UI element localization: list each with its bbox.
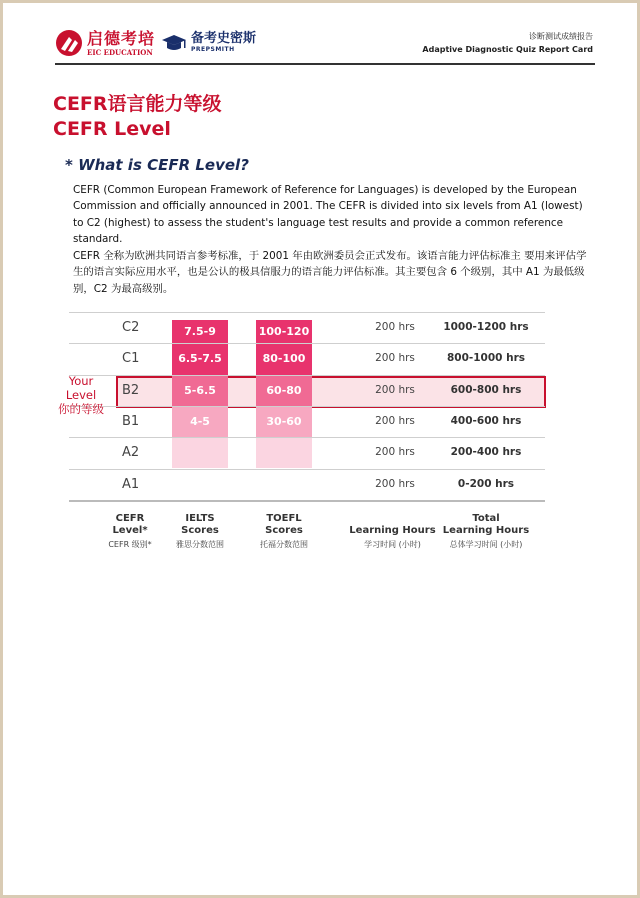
column-header-title: Scores xyxy=(265,525,303,536)
ielts-bar-c1: 6.5-7.5 xyxy=(172,343,228,375)
learning-hours-b1: 200 hrs xyxy=(375,414,415,427)
column-header-sub: 总体学习时间 (小时) xyxy=(449,540,523,549)
column-header-4 xyxy=(430,513,542,551)
learning-hours-c1: 200 hrs xyxy=(375,352,415,365)
level-label-c1: C1 xyxy=(122,351,140,367)
ielts-bar-b2: 5-6.5 xyxy=(172,375,228,407)
eic-logo-en: EIC EDUCATION xyxy=(87,47,153,57)
column-header-title: TOEFL xyxy=(266,513,302,524)
table-row-line xyxy=(69,437,545,438)
table-top-line xyxy=(69,312,545,313)
ielts-bar-c2: 7.5-9 xyxy=(172,320,228,344)
level-label-b2: B2 xyxy=(122,382,140,398)
learning-hours-a1: 200 hrs xyxy=(375,477,415,490)
prepsmith-logo-en: PREPSMITH xyxy=(191,46,235,53)
eic-logo-icon xyxy=(55,29,83,57)
report-title-en: Adaptive Diagnostic Quiz Report Card xyxy=(422,45,593,54)
description-cn: CEFR 全称为欧洲共同语言参考标准，于 2001 年由欧洲委员会正式发布。该语言能力评估标准主 要用来评估学生的语言实际应用水平，也是公认的极具信服力的语言能力评估标准。其主要包含 6 个级别，其中 A1 为最低级别，C2 为最高级别。 xyxy=(73,250,587,295)
column-header-2 xyxy=(256,513,312,551)
table-row-line xyxy=(69,406,545,407)
prepsmith-logo xyxy=(161,32,256,53)
header-divider xyxy=(55,63,595,65)
column-header-title xyxy=(345,513,440,525)
column-header-3 xyxy=(345,513,440,551)
toefl-bar-a2 xyxy=(256,437,312,468)
column-header-sub: 托福分数范围 xyxy=(260,540,308,549)
toefl-bar-b1: 30-60 xyxy=(256,406,312,438)
total-hours-c2: 1000-1200 hrs xyxy=(443,321,529,333)
level-label-b1: B1 xyxy=(122,413,140,429)
table-row-line xyxy=(69,343,545,344)
report-page xyxy=(3,3,637,895)
table-row-line xyxy=(69,500,545,502)
column-header-0 xyxy=(100,513,160,551)
your-level-line: Level xyxy=(65,388,97,402)
column-header-title: Learning Hours xyxy=(349,525,436,536)
prepsmith-logo-cn: 备考史密斯 xyxy=(191,31,257,46)
level-label-a2: A2 xyxy=(122,445,140,461)
ielts-bar-a2 xyxy=(172,437,228,468)
description-en: CEFR (Common European Framework of Reference for Languages) is developed by the European Commission and officially announced in 2001. The CEFR is divided into six levels from A1 (lowest) to C2 (highest) to assess the student's language test results and provide a common reference standard. xyxy=(73,184,583,246)
ielts-bar-b1: 4-5 xyxy=(172,406,228,438)
report-title-cn: 诊断测试成绩报告 xyxy=(529,32,593,41)
page-title-en: CEFR Level xyxy=(53,118,171,140)
column-header-title: Level* xyxy=(112,525,148,536)
learning-hours-b2: 200 hrs xyxy=(375,383,415,396)
eic-logo-cn: 启德考培 xyxy=(87,28,156,48)
level-label-c2: C2 xyxy=(122,320,140,335)
toefl-bar-b2: 60-80 xyxy=(256,375,312,407)
your-level-label xyxy=(55,374,107,416)
section-heading: * What is CEFR Level? xyxy=(65,156,249,174)
eic-logo xyxy=(55,29,155,57)
graduation-cap-icon xyxy=(161,33,187,53)
column-header-sub: 学习时间 (小时) xyxy=(364,540,421,549)
total-hours-a1: 0-200 hrs xyxy=(457,477,515,490)
toefl-bar-c2: 100-120 xyxy=(256,320,312,344)
column-header-title: Total xyxy=(472,513,500,524)
column-header-title: Scores xyxy=(181,525,219,536)
total-hours-a2: 200-400 hrs xyxy=(450,446,522,459)
column-header-1 xyxy=(172,513,228,551)
learning-hours-c2: 200 hrs xyxy=(375,321,415,333)
page-title-cn: CEFR语言能力等级 xyxy=(53,93,222,115)
column-header-title: Learning Hours xyxy=(442,525,530,536)
total-hours-b2: 600-800 hrs xyxy=(450,383,522,396)
column-header-title: CEFR xyxy=(115,513,145,524)
your-level-line: 你的等级 xyxy=(58,402,104,416)
table-row-line xyxy=(69,375,545,376)
total-hours-c1: 800-1000 hrs xyxy=(446,352,526,365)
learning-hours-a2: 200 hrs xyxy=(375,446,415,459)
column-header-sub: 雅思分数范围 xyxy=(176,540,224,549)
level-label-a1: A1 xyxy=(122,476,140,492)
your-level-line: Your xyxy=(68,374,94,388)
column-header-title: IELTS xyxy=(185,513,215,524)
column-header-sub: CEFR 级别* xyxy=(108,540,152,549)
total-hours-b1: 400-600 hrs xyxy=(450,414,522,427)
toefl-bar-c1: 80-100 xyxy=(256,343,312,375)
table-row-line xyxy=(69,469,545,470)
